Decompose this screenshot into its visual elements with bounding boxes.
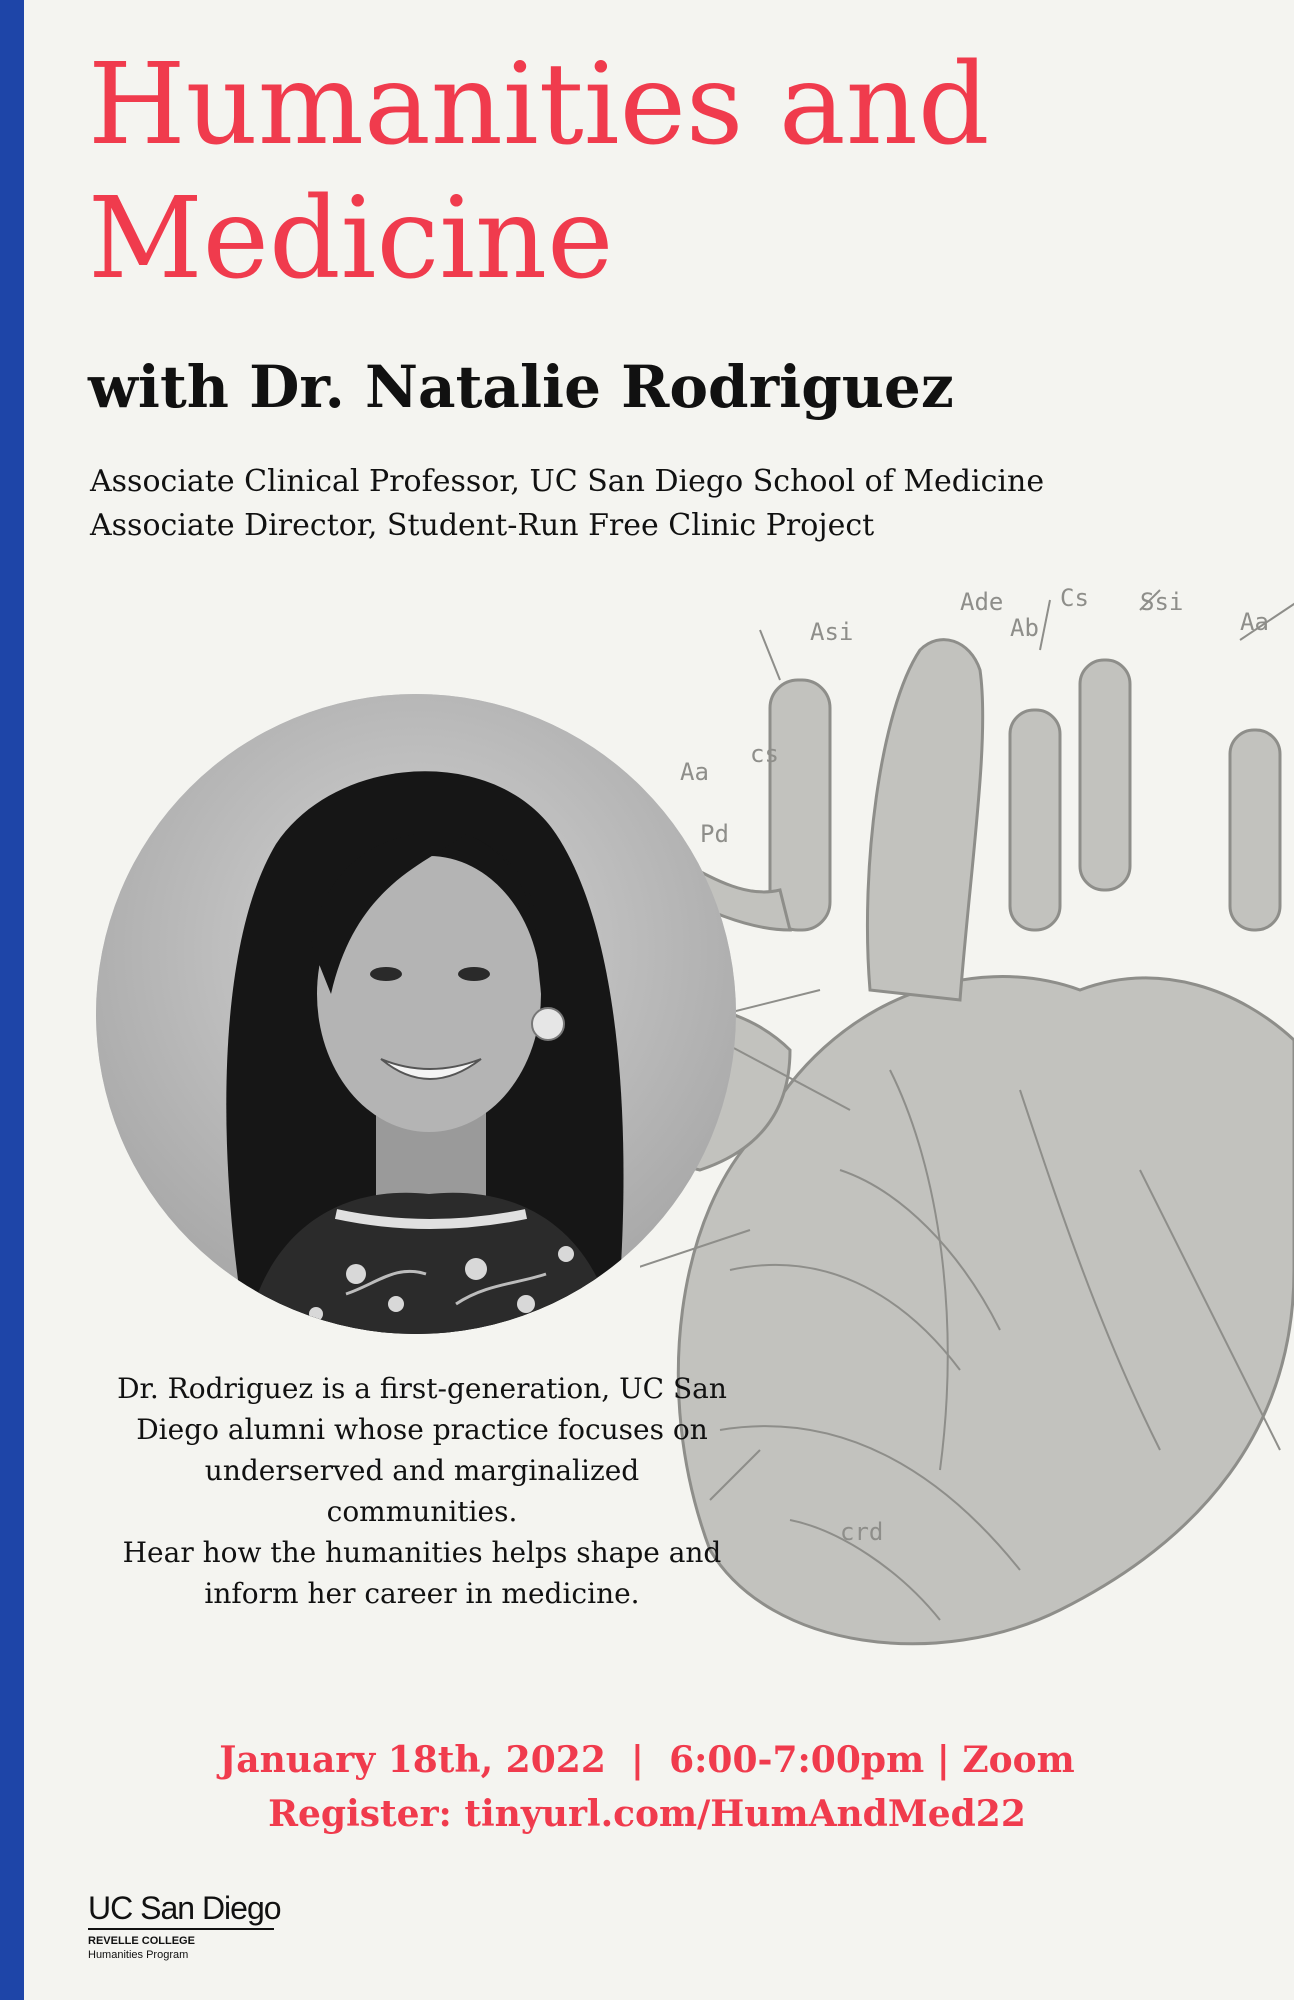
registration-link[interactable]: Register: tinyurl.com/HumAndMed22 [268, 1793, 1026, 1835]
logo-main-text: UC San Diego [88, 1890, 281, 1926]
heart-label-aa-left: Aa [680, 758, 709, 786]
title-line-1: Humanities and [88, 40, 990, 170]
title-line-2: Medicine [88, 174, 614, 304]
speaker-role-2: Associate Director, Student-Run Free Clinic Project [90, 508, 875, 543]
portrait-illustration [96, 694, 736, 1334]
heart-label-ssi: Ssi [1140, 588, 1184, 616]
speaker-role-1: Associate Clinical Professor, UC San Diego School of Medicine [90, 464, 1045, 499]
heart-label-ab: Ab [1010, 614, 1039, 642]
logo-divider [88, 1928, 274, 1930]
poster-subtitle: with Dr. Natalie Rodriguez [88, 353, 954, 421]
bio-line-4: Hear how the humanities helps shape and [122, 1536, 722, 1569]
heart-label-ade: Ade [960, 588, 1004, 616]
bio-line-3: underserved and marginalized communities. [204, 1454, 640, 1528]
heart-label-crd: crd [840, 1518, 884, 1546]
heart-label-cs-upper: Cs [1060, 584, 1089, 612]
left-accent-bar [0, 0, 24, 2000]
bio-line-1: Dr. Rodriguez is a first-generation, UC San [117, 1372, 727, 1405]
heart-label-pd: Pd [700, 820, 729, 848]
event-details: January 18th, 2022 | 6:00-7:00pm | Zoom [219, 1739, 1075, 1781]
heart-label-cs-lower: cs [750, 740, 779, 768]
anatomical-heart-illustration [640, 570, 1294, 1670]
heart-label-aa-right: Aa [1240, 608, 1269, 636]
logo-program: Humanities Program [88, 1949, 189, 1961]
bio-line-5: inform her career in medicine. [204, 1577, 640, 1610]
heart-label-asi: Asi [810, 618, 854, 646]
ucsd-logo [88, 1890, 281, 1962]
speaker-bio [112, 1368, 732, 1614]
speaker-portrait [96, 694, 736, 1334]
bio-line-2: Diego alumni whose practice focuses on [136, 1413, 708, 1446]
poster-title [88, 38, 1268, 306]
logo-college: REVELLE COLLEGE [88, 1935, 195, 1947]
